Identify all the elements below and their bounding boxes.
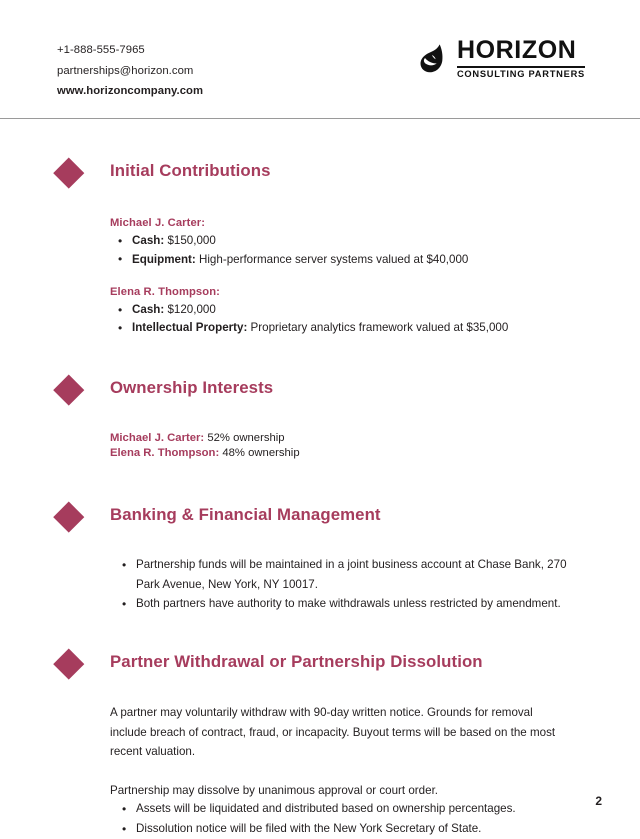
contact-email: partnerships@horizon.com bbox=[57, 64, 194, 77]
section-header bbox=[0, 160, 640, 194]
contact-info-block bbox=[57, 40, 203, 102]
contribution-list bbox=[110, 302, 588, 337]
banking-bullet-list bbox=[110, 555, 592, 614]
logo-tagline: CONSULTING PARTNERS bbox=[456, 69, 585, 80]
contribution-group-carter bbox=[110, 216, 588, 268]
contribution-list bbox=[110, 233, 588, 268]
section-header bbox=[0, 651, 640, 685]
ownership-row bbox=[110, 446, 588, 461]
contact-website: www.horizoncompany.com bbox=[57, 85, 204, 97]
paragraph: A partner may voluntarily withdraw with 90-day written notice. Grounds for removal include breach of contract, fraud, or incapacity. Buyout terms will be based on the most recent valuation. bbox=[110, 705, 556, 759]
diamond-bullet-icon bbox=[54, 374, 84, 404]
list-item: • Partnership funds will be maintained in a joint business account at Chase Bank, 270 Park Avenue, New York, NY 10017. bbox=[110, 555, 592, 594]
partner-name: Elena R. Thompson: bbox=[110, 447, 220, 460]
partner-name: Michael J. Carter: bbox=[110, 431, 205, 444]
item-text: Proprietary analytics framework valued at $35,000 bbox=[247, 321, 509, 335]
ownership-list bbox=[110, 431, 588, 462]
contribution-group-thompson bbox=[110, 285, 588, 337]
diamond-bullet-icon bbox=[54, 648, 84, 678]
list-item bbox=[110, 252, 588, 268]
diamond-bullet-icon bbox=[54, 158, 84, 188]
section-title: Banking & Financial Management bbox=[110, 505, 381, 525]
item-label: Intellectual Property: bbox=[132, 321, 248, 335]
leaf-flame-icon bbox=[416, 42, 450, 76]
section-partner-withdrawal bbox=[0, 651, 640, 838]
bullet-list bbox=[110, 555, 592, 614]
section-ownership-interests bbox=[0, 377, 640, 462]
section-header bbox=[0, 377, 640, 411]
list-item bbox=[110, 233, 588, 249]
partner-name: Elena R. Thompson: bbox=[110, 285, 220, 298]
ownership-value: 48% ownership bbox=[219, 447, 300, 460]
item-label: Cash: bbox=[132, 234, 165, 248]
page-header bbox=[0, 0, 640, 119]
ownership-row bbox=[110, 431, 588, 446]
diamond-bullet-icon bbox=[54, 502, 84, 532]
partner-name: Michael J. Carter: bbox=[110, 217, 206, 229]
document-content bbox=[0, 119, 640, 838]
section-banking-financial-management bbox=[0, 504, 640, 614]
item-text: $120,000 bbox=[164, 303, 216, 317]
list-item: • Assets will be liquidated and distributed based on ownership percentages. bbox=[110, 799, 592, 819]
section-title: Ownership Interests bbox=[110, 377, 274, 397]
section-initial-contributions bbox=[0, 160, 640, 337]
item-text: High-performance server systems valued at $40,000 bbox=[195, 252, 469, 266]
company-logo bbox=[416, 38, 585, 79]
item-label: Equipment: bbox=[132, 252, 196, 266]
section-header bbox=[0, 504, 640, 538]
logo-company-name: HORIZON bbox=[456, 36, 577, 64]
item-label: Cash: bbox=[132, 303, 165, 317]
page-number: 2 bbox=[595, 794, 602, 808]
list-item: • Both partners have authority to make withdrawals unless restricted by amendment. bbox=[110, 594, 592, 614]
dissolution-body bbox=[110, 781, 592, 839]
list-item: • Dissolution notice will be filed with the New York Secretary of State. bbox=[110, 819, 592, 839]
paragraph: Partnership may dissolve by unanimous approval or court order. bbox=[110, 783, 439, 797]
logo-divider bbox=[457, 66, 585, 68]
withdrawal-body bbox=[110, 703, 565, 762]
section-title: Partner Withdrawal or Partnership Dissolution bbox=[110, 651, 483, 671]
list-item bbox=[110, 320, 588, 336]
contact-phone: +1-888-555-7965 bbox=[57, 44, 145, 56]
item-text: $150,000 bbox=[164, 234, 216, 248]
logo-wordmark bbox=[457, 38, 585, 79]
bullet-list bbox=[110, 799, 592, 838]
section-title: Initial Contributions bbox=[110, 161, 271, 180]
ownership-value: 52% ownership bbox=[204, 431, 285, 444]
list-item bbox=[110, 302, 588, 318]
